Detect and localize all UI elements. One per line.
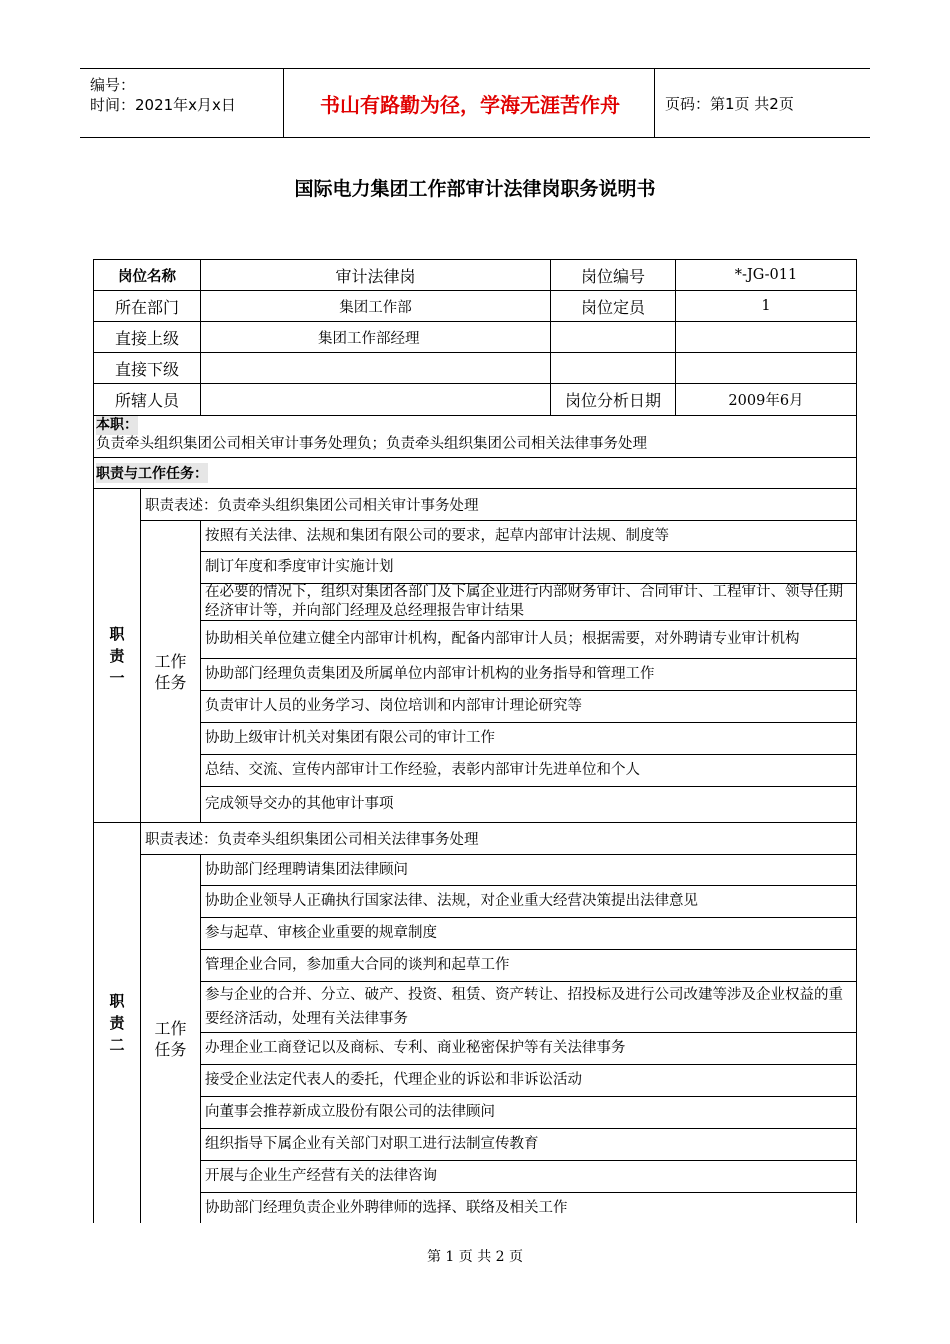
duty2-label: 职责二 bbox=[93, 822, 141, 1223]
analysis-date-value: 2009年6月 bbox=[675, 383, 857, 416]
empty-cell bbox=[675, 321, 857, 353]
duty1-task: 制订年度和季度审计实施计划 bbox=[200, 551, 857, 584]
duty2-task: 协助部门经理负责企业外聘律师的选择、联络及相关工作 bbox=[200, 1192, 857, 1223]
quota-value: 1 bbox=[675, 290, 857, 322]
post-no-label: 岗位编号 bbox=[550, 259, 676, 291]
duty1-label: 职责一 bbox=[93, 488, 141, 823]
duty2-task: 协助部门经理聘请集团法律顾问 bbox=[200, 854, 857, 886]
duty1-task: 协助上级审计机关对集团有限公司的审计工作 bbox=[200, 722, 857, 755]
post-no-value: *-JG-011 bbox=[675, 259, 857, 291]
duty2-task: 办理企业工商登记以及商标、专利、商业秘密保护等有关法律事务 bbox=[200, 1032, 857, 1065]
empty-cell bbox=[550, 321, 676, 353]
date-line: 时间：2021年x月x日 bbox=[90, 96, 236, 114]
duty1-task: 负责审计人员的业务学习、岗位培训和内部审计理论研究等 bbox=[200, 690, 857, 723]
responsibilities-header bbox=[93, 457, 857, 489]
duty2-task: 管理企业合同，参加重大合同的谈判和起草工作 bbox=[200, 949, 857, 982]
superior-label: 直接上级 bbox=[93, 321, 201, 353]
duty1-task: 按照有关法律、法规和集团有限公司的要求，起草内部审计法规、制度等 bbox=[200, 520, 857, 552]
duty2-task: 协助企业领导人正确执行国家法律、法规，对企业重大经营决策提出法律意见 bbox=[200, 885, 857, 918]
duty1-task: 在必要的情况下，组织对集团各部门及下属企业进行内部财务审计、合同审计、工程审计、领导任期经济审计等，并向部门经理及总经理报告审计结果 bbox=[200, 583, 857, 621]
superior-value: 集团工作部经理 bbox=[200, 321, 551, 353]
responsibilities-label: 职责与工作任务： bbox=[96, 463, 208, 483]
post-name-value: 审计法律岗 bbox=[200, 259, 551, 291]
analysis-date-label: 岗位分析日期 bbox=[550, 383, 676, 416]
duty-summary-text: 负责牵头组织集团公司相关审计事务处理负；负责牵头组织集团公司相关法律事务处理 bbox=[96, 436, 647, 452]
duty-summary-label: 本职： bbox=[96, 417, 138, 433]
post-name-label: 岗位名称 bbox=[93, 259, 201, 291]
duty1-task: 总结、交流、宣传内部审计工作经验，表彰内部审计先进单位和个人 bbox=[200, 754, 857, 787]
page-header bbox=[80, 68, 870, 138]
dept-label: 所在部门 bbox=[93, 290, 201, 322]
duty2-task: 参与起草、审核企业重要的规章制度 bbox=[200, 917, 857, 950]
staff-value bbox=[200, 383, 551, 416]
page-footer: 第 1 页 共 2 页 bbox=[426, 1249, 524, 1265]
subordinate-label: 直接下级 bbox=[93, 352, 201, 384]
quota-label: 岗位定员 bbox=[550, 290, 676, 322]
header-motto: 书山有路勤为径，学海无涯苦作舟 bbox=[320, 92, 620, 117]
header-divider bbox=[283, 69, 284, 137]
duty1-task: 协助相关单位建立健全内部审计机构，配备内部审计人员；根据需要，对外聘请专业审计机构 bbox=[200, 620, 857, 659]
duty1-task: 完成领导交办的其他审计事项 bbox=[200, 786, 857, 823]
staff-label: 所辖人员 bbox=[93, 383, 201, 416]
empty-cell bbox=[550, 352, 676, 384]
subordinate-value bbox=[200, 352, 551, 384]
document-title: 国际电力集团工作部审计法律岗职务说明书 bbox=[294, 178, 656, 200]
duty2-task: 开展与企业生产经营有关的法律咨询 bbox=[200, 1160, 857, 1193]
header-left bbox=[90, 75, 236, 115]
duty2-task: 参与企业的合并、分立、破产、投资、租赁、资产转让、招投标及进行公司改建等涉及企业权益的重要经济活动，处理有关法律事务 bbox=[200, 981, 857, 1033]
duty2-description: 职责表述：负责牵头组织集团公司相关法律事务处理 bbox=[140, 822, 857, 855]
duty2-task: 接受企业法定代表人的委托，代理企业的诉讼和非诉讼活动 bbox=[200, 1064, 857, 1097]
header-page-info: 页码：第1页 共2页 bbox=[665, 94, 794, 113]
duty1-work-label: 工作任务 bbox=[140, 520, 201, 823]
duty1-task: 协助部门经理负责集团及所属单位内部审计机构的业务指导和管理工作 bbox=[200, 658, 857, 691]
duty2-task: 组织指导下属企业有关部门对职工进行法制宣传教育 bbox=[200, 1128, 857, 1161]
doc-number-label: 编号： bbox=[90, 76, 136, 94]
header-divider bbox=[654, 69, 655, 137]
empty-cell bbox=[675, 352, 857, 384]
duty1-description: 职责表述：负责牵头组织集团公司相关审计事务处理 bbox=[140, 488, 857, 521]
duty-summary bbox=[93, 415, 857, 458]
duty2-work-label: 工作任务 bbox=[140, 854, 201, 1223]
duty2-task: 向董事会推荐新成立股份有限公司的法律顾问 bbox=[200, 1096, 857, 1129]
dept-value: 集团工作部 bbox=[200, 290, 551, 322]
